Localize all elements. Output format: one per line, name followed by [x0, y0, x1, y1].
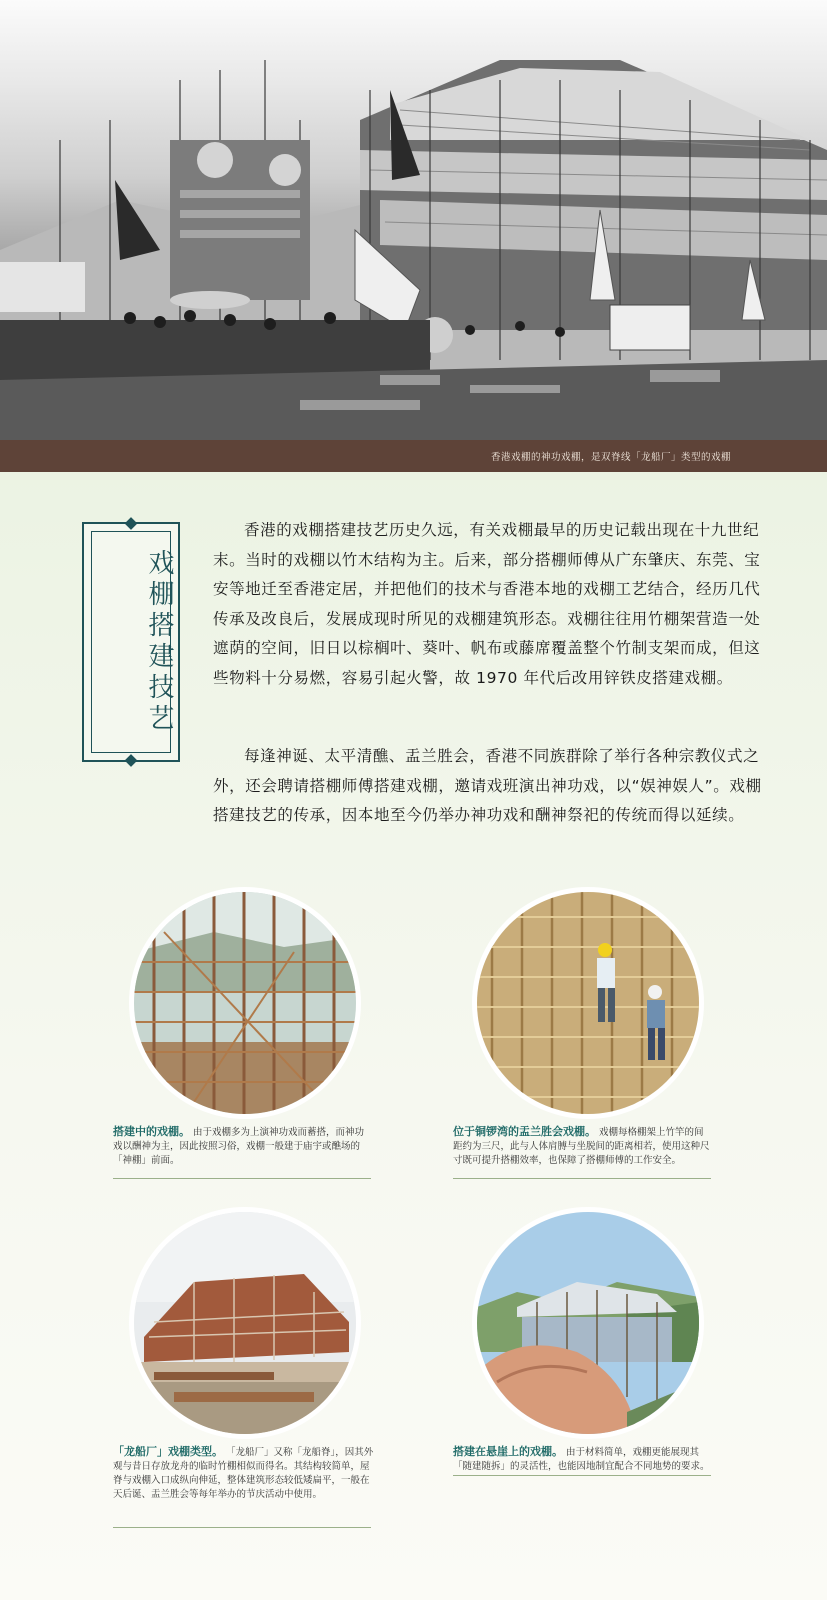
photo-caption-text: 由于戏棚多为上演神功戏而蓄搭，而神功戏以酬神为主，因此按照习俗，戏棚一般建于庙宇或醮场的「神棚」前面。 — [113, 1127, 365, 1166]
caption-divider — [113, 1527, 371, 1528]
photo-caption-text: 「龙船厂」又称「龙船脊」，因其外观与昔日存放龙舟的临时竹棚相似而得名。其结构较简单，屋脊与戏棚入口成纵向伸延，整体建筑形态较低矮扁平，一般在天后诞、盂兰胜会等每年举办的节庆活动中使用。 — [113, 1447, 374, 1500]
caption-divider — [113, 1178, 371, 1179]
photo-caption — [113, 1445, 375, 1502]
hero-caption: 香港戏棚的神功戏棚，是双脊线「龙船厂」类型的戏棚 — [490, 452, 731, 463]
photo-caption-title: 「龙船厂」戏棚类型。 — [113, 1445, 223, 1458]
hero-photo — [0, 0, 827, 440]
photo-caption-title: 位于铜锣湾的盂兰胜会戏棚。 — [453, 1125, 596, 1138]
caption-divider — [453, 1178, 711, 1179]
photo-caption — [453, 1445, 715, 1474]
photo-caption-title: 搭建在悬崖上的戏棚。 — [453, 1445, 563, 1458]
photo-scaffold-construction — [134, 892, 356, 1114]
photo-caption — [453, 1125, 713, 1168]
photo-caption-title: 搭建中的戏棚。 — [113, 1125, 190, 1138]
hero-caption-bar — [0, 440, 827, 472]
body-paragraph: 香港的戏棚搭建技艺历史久远，有关戏棚最早的历史记载出现在十九世纪末。当时的戏棚以竹木结构为主。后来，部分搭棚师傅从广东肇庆、东莞、宝安等地迁至香港定居，并把他们的技术与香港本地的戏棚工艺结合，经历几代传承及改良后，发展成现时所见的戏棚建筑形态。戏棚往往用竹棚架营造一处遮荫的空间，旧日以棕榈叶、葵叶、帆布或藤席覆盖整个竹制支架而成，但这些物料十分易燃，容易引起火警，故 1970 年代后改用锌铁皮搭建戏棚。 — [213, 521, 761, 687]
photo-caption — [113, 1125, 371, 1168]
section-title-box — [82, 522, 180, 762]
body-paragraph: 每逢神诞、太平清醮、盂兰胜会，香港不同族群除了举行各种宗教仪式之外，还会聘请搭棚师傅搭建戏棚，邀请戏班演出神功戏，以“娱神娱人”。戏棚搭建技艺的传承，因本地至今仍举办神功戏和酬神祭祀的传统而得以延续。 — [213, 747, 762, 824]
photo-caption-text: 戏棚每格棚架上竹竿的间距约为三尺，此与人体肩膊与坐脱间的距离相若，使用这种尺寸既可提升搭棚效率，也保障了搭棚师傅的工作安全。 — [453, 1127, 710, 1166]
theatre-photo-illustration — [0, 0, 827, 440]
diamond-ornament-icon — [125, 517, 138, 530]
photo-cliff-theatre — [477, 1212, 699, 1434]
photo-workers-on-scaffold — [477, 892, 699, 1114]
photo-dragon-boat-shed — [134, 1212, 356, 1434]
diamond-ornament-icon — [125, 754, 138, 767]
section-title: 戏棚搭建技艺 — [144, 549, 174, 735]
caption-divider — [453, 1475, 711, 1476]
photo-caption-text: 由于材料简单，戏棚更能展现其「随建随拆」的灵活性，也能因地制宜配合不同地势的要求。 — [453, 1447, 710, 1472]
